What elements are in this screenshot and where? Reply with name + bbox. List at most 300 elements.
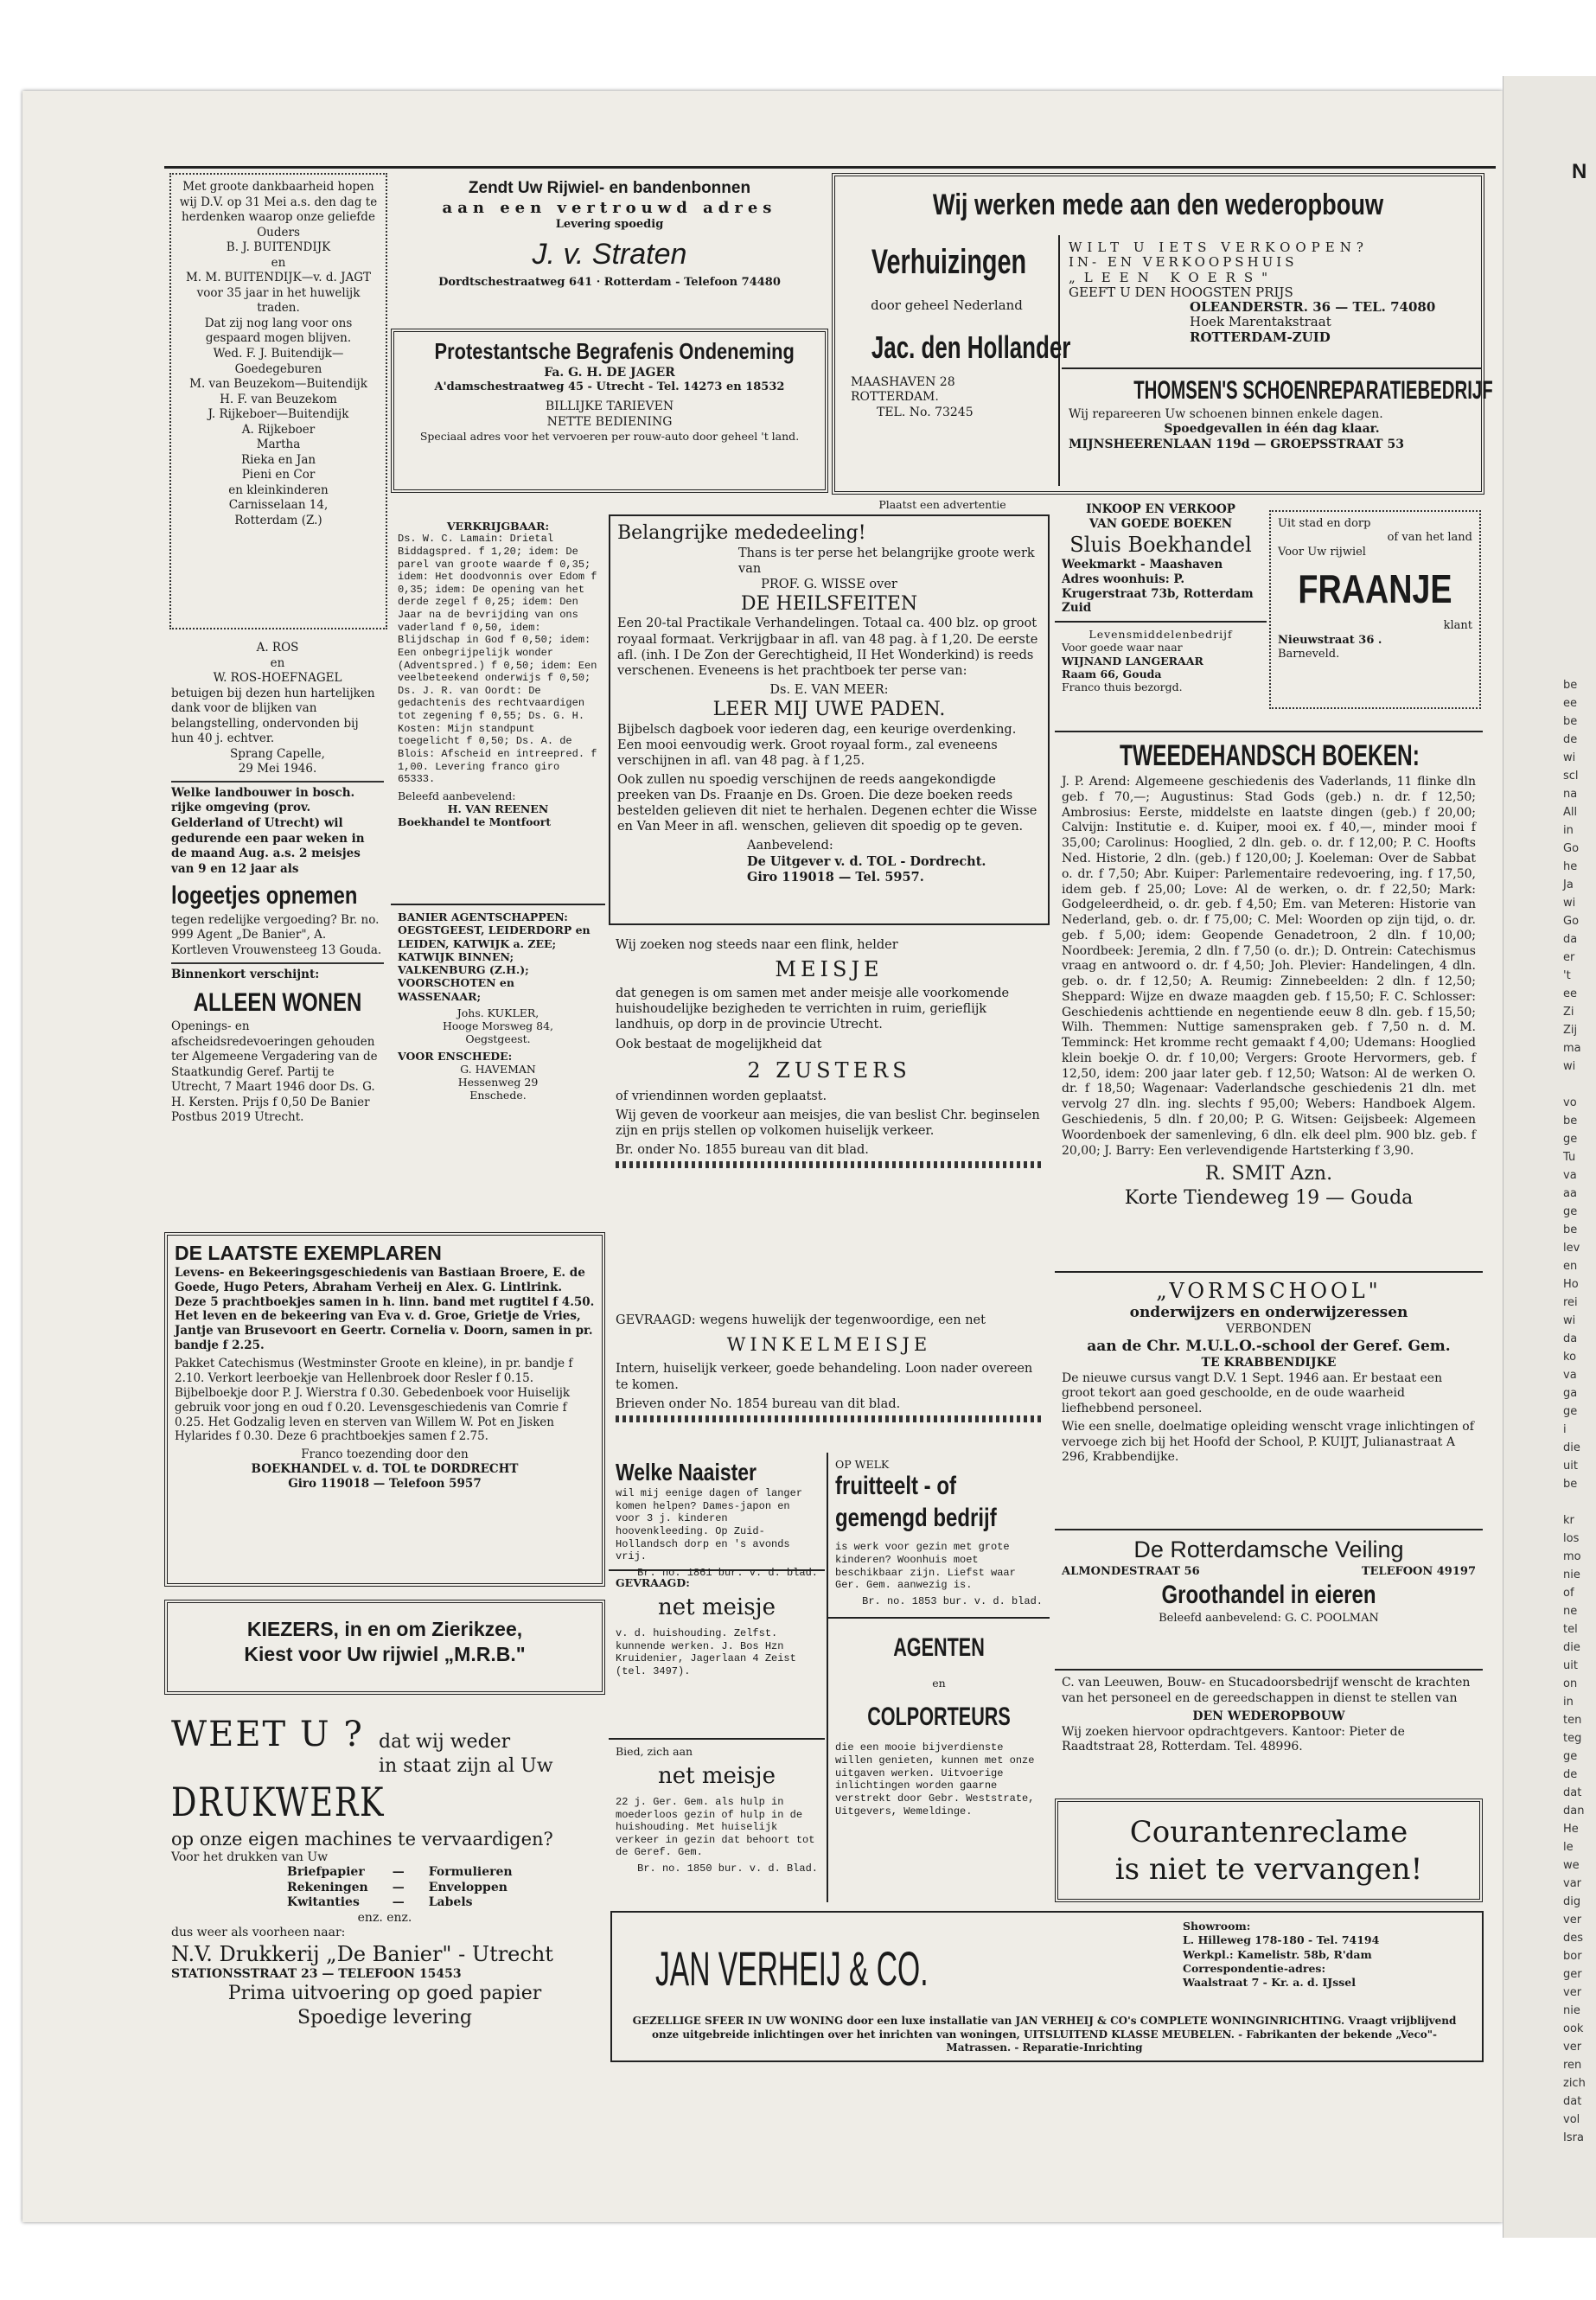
winkelmeisje-title: WINKELMEISJE [726, 1334, 932, 1356]
fraanje-b: of van het land [1387, 531, 1472, 545]
vormschool-ad [1055, 1271, 1483, 1526]
mededeeling-title: Belangrijke mededeeling! [617, 522, 866, 544]
fraanje-ad [1269, 510, 1481, 709]
langeraar-sub: Levensmiddelenbedrijf [1088, 628, 1233, 641]
verkrijgbaar-foot3: Boekhandel te Montfoort [398, 815, 552, 829]
drukwerk-list-cell: — [392, 1895, 405, 1910]
weet-b: in staat zijn al Uw [379, 1754, 553, 1777]
veiling-tel: TELEFOON 49197 [1361, 1564, 1476, 1578]
strip-fragment: Zij [1563, 1024, 1578, 1037]
ros-line: betuigen bij dezen hun hartelijken dank voor de blijken van belangstelling, ondervonden bij hun 40 j. echtver. [171, 686, 375, 746]
exemplaren-title: DE LAATSTE EXEMPLAREN [175, 1242, 442, 1264]
banier-p2: Hooge Morsweg 84, [443, 1019, 553, 1032]
begrafenis-title: Protestantsche Begrafenis Ondeneming [434, 338, 795, 364]
strip-fragment: Go [1563, 915, 1580, 928]
ros-line: A. ROS [256, 641, 299, 655]
strip-fragment: wi [1563, 1060, 1576, 1073]
weet-u-title: WEET U ? [171, 1715, 364, 1754]
sluis-boekhandel-ad [1055, 497, 1267, 618]
drukwerk-list [275, 1865, 525, 1911]
verheij-s3: Werkpl.: Kamelistr. 58b, R'dam [1183, 1947, 1372, 1961]
hollander-a3: TEL. No. 73245 [877, 405, 974, 419]
strip-fragment: zich [1563, 2077, 1586, 2090]
drukwerk-list-row [275, 1865, 525, 1881]
naaister-ref: Br. no. 1861 bur. v. d. blad. [637, 1566, 818, 1579]
vormschool-d: TE KRABBENDIJKE [1201, 1356, 1337, 1370]
strip-fragment: da [1563, 933, 1578, 946]
strip-fragment: wi [1563, 897, 1576, 910]
straten-address: Dordtschestraatweg 641 · Rotterdam - Telefoon 74480 [438, 276, 781, 289]
family-line: en kleinkinderen [228, 482, 329, 497]
mededeeling-i: Aanbevelend: [747, 839, 833, 853]
agenten-text: die een mooie bijverdienste willen genieten, kunnen met onze uitgaven werken. Uitvoerige inlichtingen worden gaarne verstrekt door Gebr. Weststrate, Uitgevers, Wemeldinge. [835, 1741, 1035, 1818]
strip-fragment: le [1563, 1841, 1574, 1854]
meisje-e: of vriendinnen worden geplaatst. [616, 1089, 827, 1103]
vormschool-b: VERBONDEN [1226, 1322, 1312, 1337]
net2-head: Bied, zich aan [616, 1745, 693, 1758]
strip-fragment: lev [1563, 1242, 1580, 1255]
net-meisje-1-ad [609, 1566, 825, 1734]
family-line: M. M. BUITENDIJK—v. d. JAGT [185, 271, 372, 285]
veiling-foot: Beleefd aanbevelend: G. C. POOLMAN [1159, 1611, 1379, 1625]
meisje-c: Ook bestaat de mogelijkheid dat [616, 1037, 822, 1051]
top-rule [164, 166, 1496, 169]
drukwerk-list-cell: — [392, 1880, 405, 1894]
leenkoers-l4: GEEFT U DEN HOOGSTEN PRIJS [1069, 284, 1293, 300]
exemplaren-p5: Giro 119018 — Telefoon 5957 [288, 1477, 482, 1491]
banier-p3: Oegstgeest. [465, 1032, 531, 1046]
drukwerk-list-row [275, 1895, 525, 1911]
mededeeling-j: De Uitgever v. d. TOL - Dordrecht. [747, 853, 986, 869]
weet-u-drukwerk-ad [164, 1708, 605, 2144]
strip-fragment: rei [1563, 1296, 1578, 1309]
family-line: Wed. F. J. Buitendijk—Goedegeburen [213, 347, 344, 376]
adjacent-page-letter: N [1572, 160, 1587, 183]
meisje-ad [609, 932, 1050, 1304]
veiling-addr: ALMONDESTRAAT 56 [1062, 1564, 1200, 1578]
strip-fragment: on [1563, 1677, 1578, 1690]
plaatst-advertentie: Plaatst een advertentie [878, 498, 1006, 511]
sluis-name: Sluis Boekhandel [1069, 532, 1252, 557]
fraanje-e: Nieuwstraat 36 . [1278, 633, 1382, 647]
verheij-s4: Correspondentie-adres: [1183, 1961, 1326, 1975]
agenten-ad [827, 1617, 1050, 1902]
column1-small-ads [164, 636, 391, 1125]
thomsen-title: THOMSEN'S SCHOENREPARATIEBEDRIJF [1133, 376, 1493, 405]
verkrijgbaar-foot1: Beleefd aanbevelend: [398, 789, 516, 802]
drukwerk-list-cell: Briefpapier [287, 1865, 365, 1880]
drukwerk-list-cell: Enveloppen [428, 1880, 508, 1894]
drukwerk-title: DRUKWERK [171, 1779, 386, 1825]
strip-fragment: Ho [1563, 1278, 1579, 1291]
meisje-b: dat genegen is om samen met ander meisje alle voorkomende huishoudelijke bezigheden te verrichten in ruim, gerieflijk landhuis, op dorp in de provincie Utrecht. [616, 987, 1010, 1032]
strip-fragment: nie [1563, 2004, 1580, 2017]
weet-d: Voor het drukken van Uw [171, 1850, 329, 1864]
agenten-title: AGENTEN [893, 1633, 985, 1662]
strip-fragment: mo [1563, 1550, 1581, 1563]
strip-fragment: ten [1563, 1714, 1582, 1727]
weet-a: dat wij weder [379, 1731, 511, 1753]
strip-fragment: ver [1563, 1913, 1582, 1926]
drukwerk-list-cell: Rekeningen [287, 1880, 368, 1894]
exemplaren-p2: Pakket Catechismus (Westminster Groote en kleine), in pr. bandje f 2.10. Verkort leerboekje van Hellenbroek door Resler f 0.15. Bijbelboekje door P. J. Wierstra f 0.30. Gebedenboek voor Huiselijk gebruik voor jong en oud f 0.20. Levensgeschiedenis van Comrie f 0.25. Het Godzalig leven en sterven van Willem W. Pot en Jisken Hylarides f 0.30. Deze 6 prachtboekjes samen f 2.75. [175, 1357, 573, 1444]
family-line: J. Rijkeboer—Buitendijk [207, 407, 349, 422]
family-line: Rieka en Jan [240, 452, 316, 467]
begrafenis-ad [391, 329, 828, 493]
ros-line: W. ROS-HOEFNAGEL [213, 671, 342, 686]
exemplaren-p1: Levens- en Bekeeringsgeschiedenis van Bastiaan Broere, E. de Goede, Hugo Peters, Abraham Verheij en Alex. G. Lintlrink. Deze 5 prachtboekjes samen in h. linn. band met rugtitel f 4.50. Het leven en de bekeering van Eva v. d. Groe, Grietje de Vries, Jantje van Brusevoort en Geertr. Cornelia v. Doorn, samen in pr. bandje f 2.25. [175, 1265, 595, 1353]
strip-fragment: ge [1563, 1133, 1578, 1146]
strip-fragment: va [1563, 1369, 1577, 1382]
winkelmeisje-c: Brieven onder No. 1854 bureau van dit blad. [616, 1396, 901, 1411]
mededeeling-k: Giro 119018 — Tel. 5957. [747, 869, 924, 885]
verheij-s2: L. Hilleweg 178-180 - Tel. 74194 [1183, 1933, 1380, 1947]
net1-text: v. d. huishouding. Zelfst. kunnende werken. J. Bos Hzn Kruidenier, Jagerlaan 4 Zeist (tel. 3497). [616, 1626, 796, 1677]
weet-i: Prima uitvoering op goed papier [227, 1983, 542, 2005]
thomsen-l1: Wij repareeren Uw schoenen binnen enkele dagen. [1069, 406, 1383, 421]
begrafenis-tarieven: BILLIJKE TARIEVEN [545, 399, 674, 414]
verheij-s1: Showroom: [1183, 1920, 1251, 1933]
tweedehandsch-boeken-ad [1055, 731, 1483, 1267]
kiezers-ad [164, 1600, 605, 1695]
family-line: Met groote dankbaarheid hopen wij D.V. op 31 Mei a.s. den dag te herdenken waarop onze geliefde Ouders [179, 180, 378, 240]
weet-h: STATIONSSTRAAT 23 — TELEFOON 15453 [171, 1966, 462, 1981]
family-line: B. J. BUITENDIJK [226, 240, 331, 255]
zendt-line2: aan een vertrouwd adres [442, 198, 777, 217]
strip-fragment: be [1563, 715, 1578, 728]
leeuwen-c: Wij zoeken hiervoor opdrachtgevers. Kantoor: Pieter de Raadtstraat 28, Rotterdam. Tel. 48996. [1062, 1724, 1405, 1754]
mededeeling-g: Bijbelsch dagboek voor iederen dag, een keurige overdenking. Een mooi eenvoudig werk. Groot royaal form., zal eveneens verschijnen in afl. van 48 pag. à f 1,25. [617, 722, 1017, 768]
strip-fragment: ge [1563, 1750, 1578, 1763]
strip-fragment: nie [1563, 1568, 1580, 1581]
strip-fragment: na [1563, 788, 1578, 801]
strip-fragment: dat [1563, 1786, 1582, 1799]
hollander-name: Jac. den Hollander [871, 329, 1071, 365]
meisje-title: MEISJE [775, 957, 884, 982]
winkelmeisje-ad [609, 1307, 1050, 1446]
strip-fragment: i [1563, 1423, 1567, 1436]
strip-fragment: ee [1563, 987, 1577, 1000]
langeraar-l2: WIJNAND LANGERAAR [1062, 654, 1203, 668]
sluis-head1: INKOOP EN VERKOOP [1086, 502, 1235, 516]
mededeeling-f: LEER MIJ UWE PADEN. [712, 699, 946, 720]
binnenkort-label: Binnenkort verschijnt: [171, 967, 320, 981]
begrafenis-firm: Fa. G. H. DE JAGER [544, 365, 675, 380]
net1-title: net meisje [658, 1594, 776, 1621]
mededeeling-d: Een 20-tal Practikale Verhandelingen. Totaal ca. 400 blz. op groot royaal formaat. Verkrijgbaar in afl. van 48 pag. à f 1,20. De eerste afl. (inh. I De Zon der Gerechtigheid, II Het Wonderkind) is reeds verschenen. Eveneens is het prachtboek ter perse van: [617, 617, 1038, 678]
leenkoers-l3: „LEEN KOERS" [1069, 269, 1277, 285]
strip-fragment: die [1563, 1641, 1580, 1654]
strip-fragment: ge [1563, 1405, 1578, 1418]
strip-fragment: va [1563, 1169, 1577, 1182]
courant-l1: Courantenreclame [1129, 1815, 1408, 1850]
verkrijgbaar-foot2: H. VAN REENEN [447, 802, 549, 815]
drukwerk-list-cell: Labels [428, 1895, 473, 1910]
family-line: M. van Beuzekom—Buitendijk [189, 377, 367, 392]
fraanje-f: Barneveld. [1278, 647, 1340, 661]
net1-head: GEVRAAGD: [616, 1576, 690, 1589]
banier-p7: Enschede. [469, 1089, 527, 1102]
alleen-wonen-title: ALLEEN WONEN [193, 988, 362, 1018]
family-line: A. Rijkeboer [241, 422, 316, 437]
begrafenis-bediening: NETTE BEDIENING [546, 414, 673, 429]
strip-fragment: 't [1563, 969, 1571, 982]
leeuwen-b: DEN WEDEROPBOUW [1192, 1709, 1345, 1723]
strip-fragment: All [1563, 806, 1578, 819]
strip-fragment: ma [1563, 1042, 1581, 1055]
leenkoers-l7: ROTTERDAM-ZUID [1190, 329, 1331, 345]
strip-fragment: ver [1563, 1986, 1582, 1999]
sluis-head2: VAN GOEDE BOEKEN [1088, 516, 1233, 531]
strip-fragment: ee [1563, 697, 1577, 710]
banier-head: BANIER AGENTSCHAPPEN: [398, 910, 568, 923]
strip-fragment: var [1563, 1877, 1582, 1890]
laatste-exemplaren-ad [164, 1232, 605, 1587]
strip-fragment: He [1563, 1823, 1579, 1836]
strip-fragment: wi [1563, 1314, 1576, 1327]
thomsen-l2: Spoedgevallen in één dag klaar. [1164, 422, 1380, 436]
fraanje-name: FRAANJE [1298, 565, 1452, 611]
ros-line: 29 Mei 1946. [238, 762, 317, 776]
net2-ref: Br. no. 1850 bur. v. d. Blad. [637, 1862, 818, 1875]
wederopbouw-title: Wij werken mede aan den wederopbouw [932, 188, 1384, 221]
family-line: H. F. van Beuzekom [220, 392, 337, 406]
strip-fragment: dat [1563, 2095, 1582, 2108]
landbouwer-ad: Welke landbouwer in bosch. rijke omgeving (prov. Gelderland of Utrecht) wil gedurende een paar weken in de maand Aug. a.s. 2 meisjes van 9 en 12 jaar als [171, 785, 365, 876]
strip-fragment: los [1563, 1532, 1580, 1545]
strip-fragment: vo [1563, 1096, 1577, 1109]
strip-fragment: da [1563, 1332, 1578, 1345]
mededeeling-a: Thans is ter perse het belangrijke groote werk van [738, 546, 1035, 576]
veiling-title: De Rotterdamsche Veiling [1133, 1537, 1404, 1562]
net2-text: 22 j. Ger. Gem. als hulp in moederloos gezin of hulp in de huishouding. Met huiselijk verkeer in gezin dat behoort tot de Geref. Gem. [616, 1795, 815, 1859]
family-line: voor 35 jaar in het huwelijk traden. [196, 285, 361, 316]
meisje-d: 2 ZUSTERS [747, 1057, 911, 1083]
strip-fragment: des [1563, 1932, 1584, 1945]
meisje-g: Br. onder No. 1855 bureau van dit blad. [616, 1143, 869, 1157]
strip-fragment: in [1563, 824, 1574, 837]
strip-fragment: de [1563, 733, 1578, 746]
strip-fragment: of [1563, 1587, 1574, 1600]
fraanje-c: Voor Uw rijwiel [1278, 545, 1366, 559]
hollander-a2: ROTTERDAM. [851, 390, 939, 405]
naaister-text: wil mij eenige dagen of langer komen helpen? Dames-japon en voor 3 j. kinderen hoovenkleeding. Op Zuid-Hollandsch dorp en 's avonds vrij. [616, 1487, 803, 1563]
vormschool-title: „VORMSCHOOL" [1156, 1279, 1382, 1303]
strip-fragment [1563, 1074, 1594, 1092]
strip-fragment: he [1563, 860, 1578, 873]
winkelmeisje-b: Intern, huiselijk verkeer, goede behandeling. Loon nader overeen te komen. [616, 1362, 1033, 1392]
zendt-line3: Levering spoedig [555, 218, 664, 232]
kiezers-line1: KIEZERS, in en om Zierikzee, [246, 1618, 523, 1640]
strip-fragment: vol [1563, 2113, 1580, 2126]
hollander-a1: MAASHAVEN 28 [851, 374, 955, 389]
leenkoers-l1: WILT U IETS VERKOOPEN? [1069, 240, 1369, 255]
sluis-text: Weekmarkt - Maashaven Adres woonhuis: P. Krugerstraat 73b, Rotterdam Zuid [1062, 557, 1254, 616]
langeraar-ad [1055, 621, 1267, 725]
jan-verheij-ad [610, 1911, 1484, 2062]
strip-fragment: dan [1563, 1805, 1585, 1818]
weet-j: Spoedige levering [297, 2006, 472, 2028]
mededeeling-ad [609, 514, 1050, 925]
agenten-en: en [932, 1676, 946, 1690]
family-line: Pieni en Cor [241, 468, 316, 482]
leen-koers-ad [1062, 235, 1482, 365]
langeraar-l1: Voor goede waar naar [1062, 641, 1183, 655]
thomsen-l3: MIJNSHEERENLAAN 119d — GROEPSSTRAAT 53 [1069, 437, 1404, 451]
strip-fragment: scl [1563, 770, 1579, 783]
vormschool-e: De nieuwe cursus vangt D.V. 1 Sept. 1946 aan. Er bestaat een groot tekort aan goed geschoolde, en de oude waarheid liefhebbend personeel. [1062, 1370, 1443, 1415]
strip-fragment: Go [1563, 842, 1580, 855]
strip-fragment: Isra [1563, 2131, 1584, 2144]
leenkoers-l5: OLEANDERSTR. 36 — TEL. 74080 [1190, 299, 1436, 315]
banier-p4: VOOR ENSCHEDE: [398, 1049, 513, 1063]
weet-f: dus weer als voorheen naar: [171, 1926, 346, 1940]
ros-line: Sprang Capelle, [230, 746, 325, 761]
verkrijgbaar-head: VERKRIJGBAAR: [446, 520, 550, 533]
banier-agentschappen-ad [391, 904, 605, 1215]
zendt-line1: Zendt Uw Rijwiel- en bandenbonnen [468, 179, 751, 197]
colporteurs-title: COLPORTEURS [867, 1702, 1011, 1731]
naaister-ad [609, 1453, 825, 1579]
straten-name: J. v. Straten [532, 237, 687, 271]
verheij-foot: GEZELLIGE SFEER IN UW WONING door een luxe installatie van JAN VERHEIJ & CO's COMPLETE WONINGINRICHTING. Vraagt vrijblijvend onze uitgebreide inlichtingen over het inrichten van woningen, UITSLUITEND KLASSE MEUBELEN. - Fabrikanten der bekende „Veco"-Matrassen. - Reparatie-Inrichting [632, 2015, 1457, 2054]
verhuizingen-ad [835, 235, 1071, 486]
strip-fragment: wi [1563, 751, 1576, 764]
weet-c: op onze eigen machines te vervaardigen? [171, 1828, 553, 1850]
verkrijgbaar-ad [391, 514, 605, 904]
meisje-a: Wij zoeken nog steeds naar een flink, helder [616, 938, 898, 952]
verhuizingen-sub: door geheel Nederland [871, 297, 1023, 313]
ros-ad [171, 641, 384, 777]
tweedehands-firm: R. SMIT Azn. [1204, 1163, 1333, 1185]
verheij-name: JAN VERHEIJ & CO. [655, 1941, 929, 1996]
adjacent-page-text [1563, 674, 1594, 2145]
mededeeling-c: DE HEILSFEITEN [740, 592, 918, 615]
drukwerk-list-cell: — [392, 1865, 405, 1880]
thomsen-ad [1062, 367, 1493, 489]
fruitteelt-ad [827, 1453, 1050, 1617]
courant-l2: is niet te vervangen! [1114, 1851, 1423, 1887]
verheij-addresses [1183, 1920, 1379, 1990]
leeuwen-ad [1055, 1669, 1483, 1794]
family-line: en [271, 255, 286, 270]
fraanje-d: klant [1443, 619, 1472, 633]
strip-fragment: be [1563, 1115, 1578, 1128]
strip-fragment: aa [1563, 1187, 1577, 1200]
banier-p1: Johs. KUKLER, [456, 1006, 539, 1019]
strip-fragment: ga [1563, 1387, 1578, 1400]
strip-fragment: ne [1563, 1605, 1578, 1618]
strip-fragment: Ja [1563, 878, 1574, 891]
mededeeling-b: PROF. G. WISSE over [761, 577, 897, 591]
veiling-sub: Groothandel in eieren [1161, 1581, 1376, 1609]
strip-fragment: en [1563, 1260, 1578, 1273]
mededeeling-e: Ds. E. VAN MEER: [769, 682, 889, 697]
logeetjes-text: tegen redelijke vergoeding? Br. no. 999 Agent „De Banier", A. Kortleven Vrouwensteeg 13 Gouda. [171, 912, 382, 957]
strip-fragment: ook [1563, 2022, 1584, 2035]
family-line: Dat zij nog lang voor ons gespaard mogen blijven. [204, 316, 353, 346]
family-line: Carnisselaan 14, [228, 498, 329, 513]
banier-p5: G. HAVEMAN [460, 1062, 536, 1076]
fruitteelt-title1: fruitteelt - of [835, 1472, 956, 1501]
net-meisje-2-ad [609, 1738, 825, 1902]
vormschool-f: Wie een snelle, doelmatige opleiding wenscht vrage inlichtingen of vervoege zich bij het Hoofd der School, P. KUIJT, Julianastraat A 296, Krabbendijke. [1062, 1420, 1474, 1464]
strip-fragment: tel [1563, 1623, 1578, 1636]
strip-fragment: ger [1563, 1968, 1582, 1981]
strip-fragment: be [1563, 1223, 1578, 1236]
weet-e: enz. enz. [357, 1910, 412, 1925]
veiling-ad [1055, 1529, 1483, 1667]
banier-p6: Hessenweg 29 [457, 1076, 539, 1089]
strip-fragment: ge [1563, 1205, 1578, 1218]
fruitteelt-head: OP WELK [835, 1458, 890, 1471]
strip-fragment: Tu [1563, 1151, 1576, 1164]
exemplaren-p3: Franco toezending door den [301, 1447, 469, 1462]
kiezers-line2: Kiest voor Uw rijwiel „M.R.B." [244, 1642, 526, 1665]
strip-fragment: be [1563, 1478, 1578, 1491]
family-line: Rotterdam (Z.) [234, 514, 322, 528]
strip-fragment: kr [1563, 1514, 1574, 1527]
strip-fragment: ko [1563, 1351, 1577, 1364]
mededeeling-h: Ook zullen nu spoedig verschijnen de reeds aangekondigde preeken van Ds. Fraanje en Ds. Groen. Die deze boeken reeds bestelden gelieven dit niet te herhalen. Degenen echter die Wisse en Van Meer in afl. wenschen, gelieven dit spoedig op te geven. [617, 772, 1037, 834]
strip-fragment: die [1563, 1441, 1580, 1454]
courantenreclame-ad [1055, 1798, 1483, 1902]
exemplaren-p4: BOEKHANDEL v. d. TOL te DORDRECHT [251, 1462, 519, 1477]
verheij-s5: Waalstraat 7 - Kr. a. d. IJssel [1183, 1976, 1356, 1989]
leenkoers-l2: IN- EN VERKOOPSHUIS [1069, 254, 1298, 271]
strip-fragment [1563, 1492, 1594, 1510]
ros-line: en [270, 655, 285, 670]
begrafenis-address: A'damschestraatweg 45 - Utrecht - Tel. 14273 en 18532 [434, 380, 785, 393]
verhuizingen-title: Verhuizingen [871, 243, 1027, 281]
strip-fragment: de [1563, 1768, 1578, 1781]
verkrijgbaar-text: Ds. W. C. Lamain: Drietal Biddagspred. f 1,20; idem: De parel van groote waarde f 0,35; idem: Het doodvonnis over Edom f 0,35; idem: De opening van het derde zegel f 0,25; idem: Den Jaar na de bevrijding van ons vaderland f 0,50, idem: Blijdschap in God f 0,50; idem: Een onbegrijpelijk wonder (Adventspred.) f 0,50; idem: Een veelbeteekend onderwijs f 0,50; Ds. J. R. van Oordt: De gedachtenis des rechtvaardigen tot zegening f 0,55; Ds. G. H. Kosten: Mijn standpunt toegelicht f 0,50; Ds. A. de Blois: Afscheid en intreepred. f 1,00. Levering franco giro 65333. [398, 533, 597, 786]
weet-g: N.V. Drukkerij „De Banier" - Utrecht [171, 1941, 553, 1966]
strip-fragment: in [1563, 1696, 1574, 1709]
family-line: Martha [256, 438, 301, 452]
strip-fragment: uit [1563, 1659, 1578, 1672]
logeetjes-title: logeetjes opnemen [171, 882, 358, 910]
fruitteelt-title2: gemengd bedrijf [835, 1503, 997, 1532]
langeraar-l4: Franco thuis bezorgd. [1062, 680, 1183, 693]
winkelmeisje-a: GEVRAAGD: wegens huwelijk der tegenwoordige, een net [616, 1313, 986, 1327]
strip-fragment: uit [1563, 1460, 1578, 1473]
fruitteelt-ref: Br. no. 1853 bur. v. d. blad. [862, 1594, 1043, 1607]
strip-fragment: teg [1563, 1732, 1582, 1745]
drukwerk-list-cell: Kwitanties [287, 1895, 360, 1910]
strip-fragment: we [1563, 1859, 1580, 1872]
vormschool-c: aan de Chr. M.U.L.O.-school der Geref. Gem. [1087, 1337, 1451, 1355]
leeuwen-a: C. van Leeuwen, Bouw- en Stucadoorsbedrijf wenscht de krachten van het personeel en de gereedschappen in dienst te stellen van [1062, 1676, 1471, 1705]
drukwerk-list-row [275, 1881, 525, 1896]
langeraar-l3: Raam 66, Gouda [1062, 667, 1162, 680]
begrafenis-speciaal: Speciaal adres voor het vervoeren per rouw-auto door geheel 't land. [419, 430, 800, 444]
leenkoers-l6: Hoek Marentakstraat [1190, 314, 1331, 330]
zendt-rijwiel-ad [391, 173, 828, 310]
banier-places: OEGSTGEEST, LEIDERDORP en LEIDEN, KATWIJK a. ZEE; KATWIJK BINNEN; VALKENBURG (Z.H.); VOORSCHOTEN en WASSENAAR; [398, 923, 591, 1003]
strip-fragment: er [1563, 951, 1575, 964]
naaister-title: Welke Naaister [616, 1459, 757, 1485]
drukwerk-list-cell: Formulieren [428, 1865, 513, 1880]
strip-fragment: Zi [1563, 1006, 1574, 1019]
vormschool-a: onderwijzers en onderwijzeressen [1129, 1304, 1408, 1321]
net2-title: net meisje [658, 1763, 776, 1790]
meisje-f: Wij geven de voorkeur aan meisjes, die van beslist Chr. beginselen zijn en prijs stellen op volkomen huiselijk verkeer. [616, 1108, 1040, 1138]
strip-fragment: dig [1563, 1895, 1581, 1908]
fraanje-a: Uit stad en dorp [1278, 517, 1371, 530]
fruitteelt-text: is werk voor gezin met grote kinderen? Woonhuis moet beschikbaar zijn. Liefst waar Ger. Gem. aanwezig is. [835, 1541, 1016, 1592]
tweedehands-addr: Korte Tiendeweg 19 — Gouda [1124, 1187, 1414, 1210]
